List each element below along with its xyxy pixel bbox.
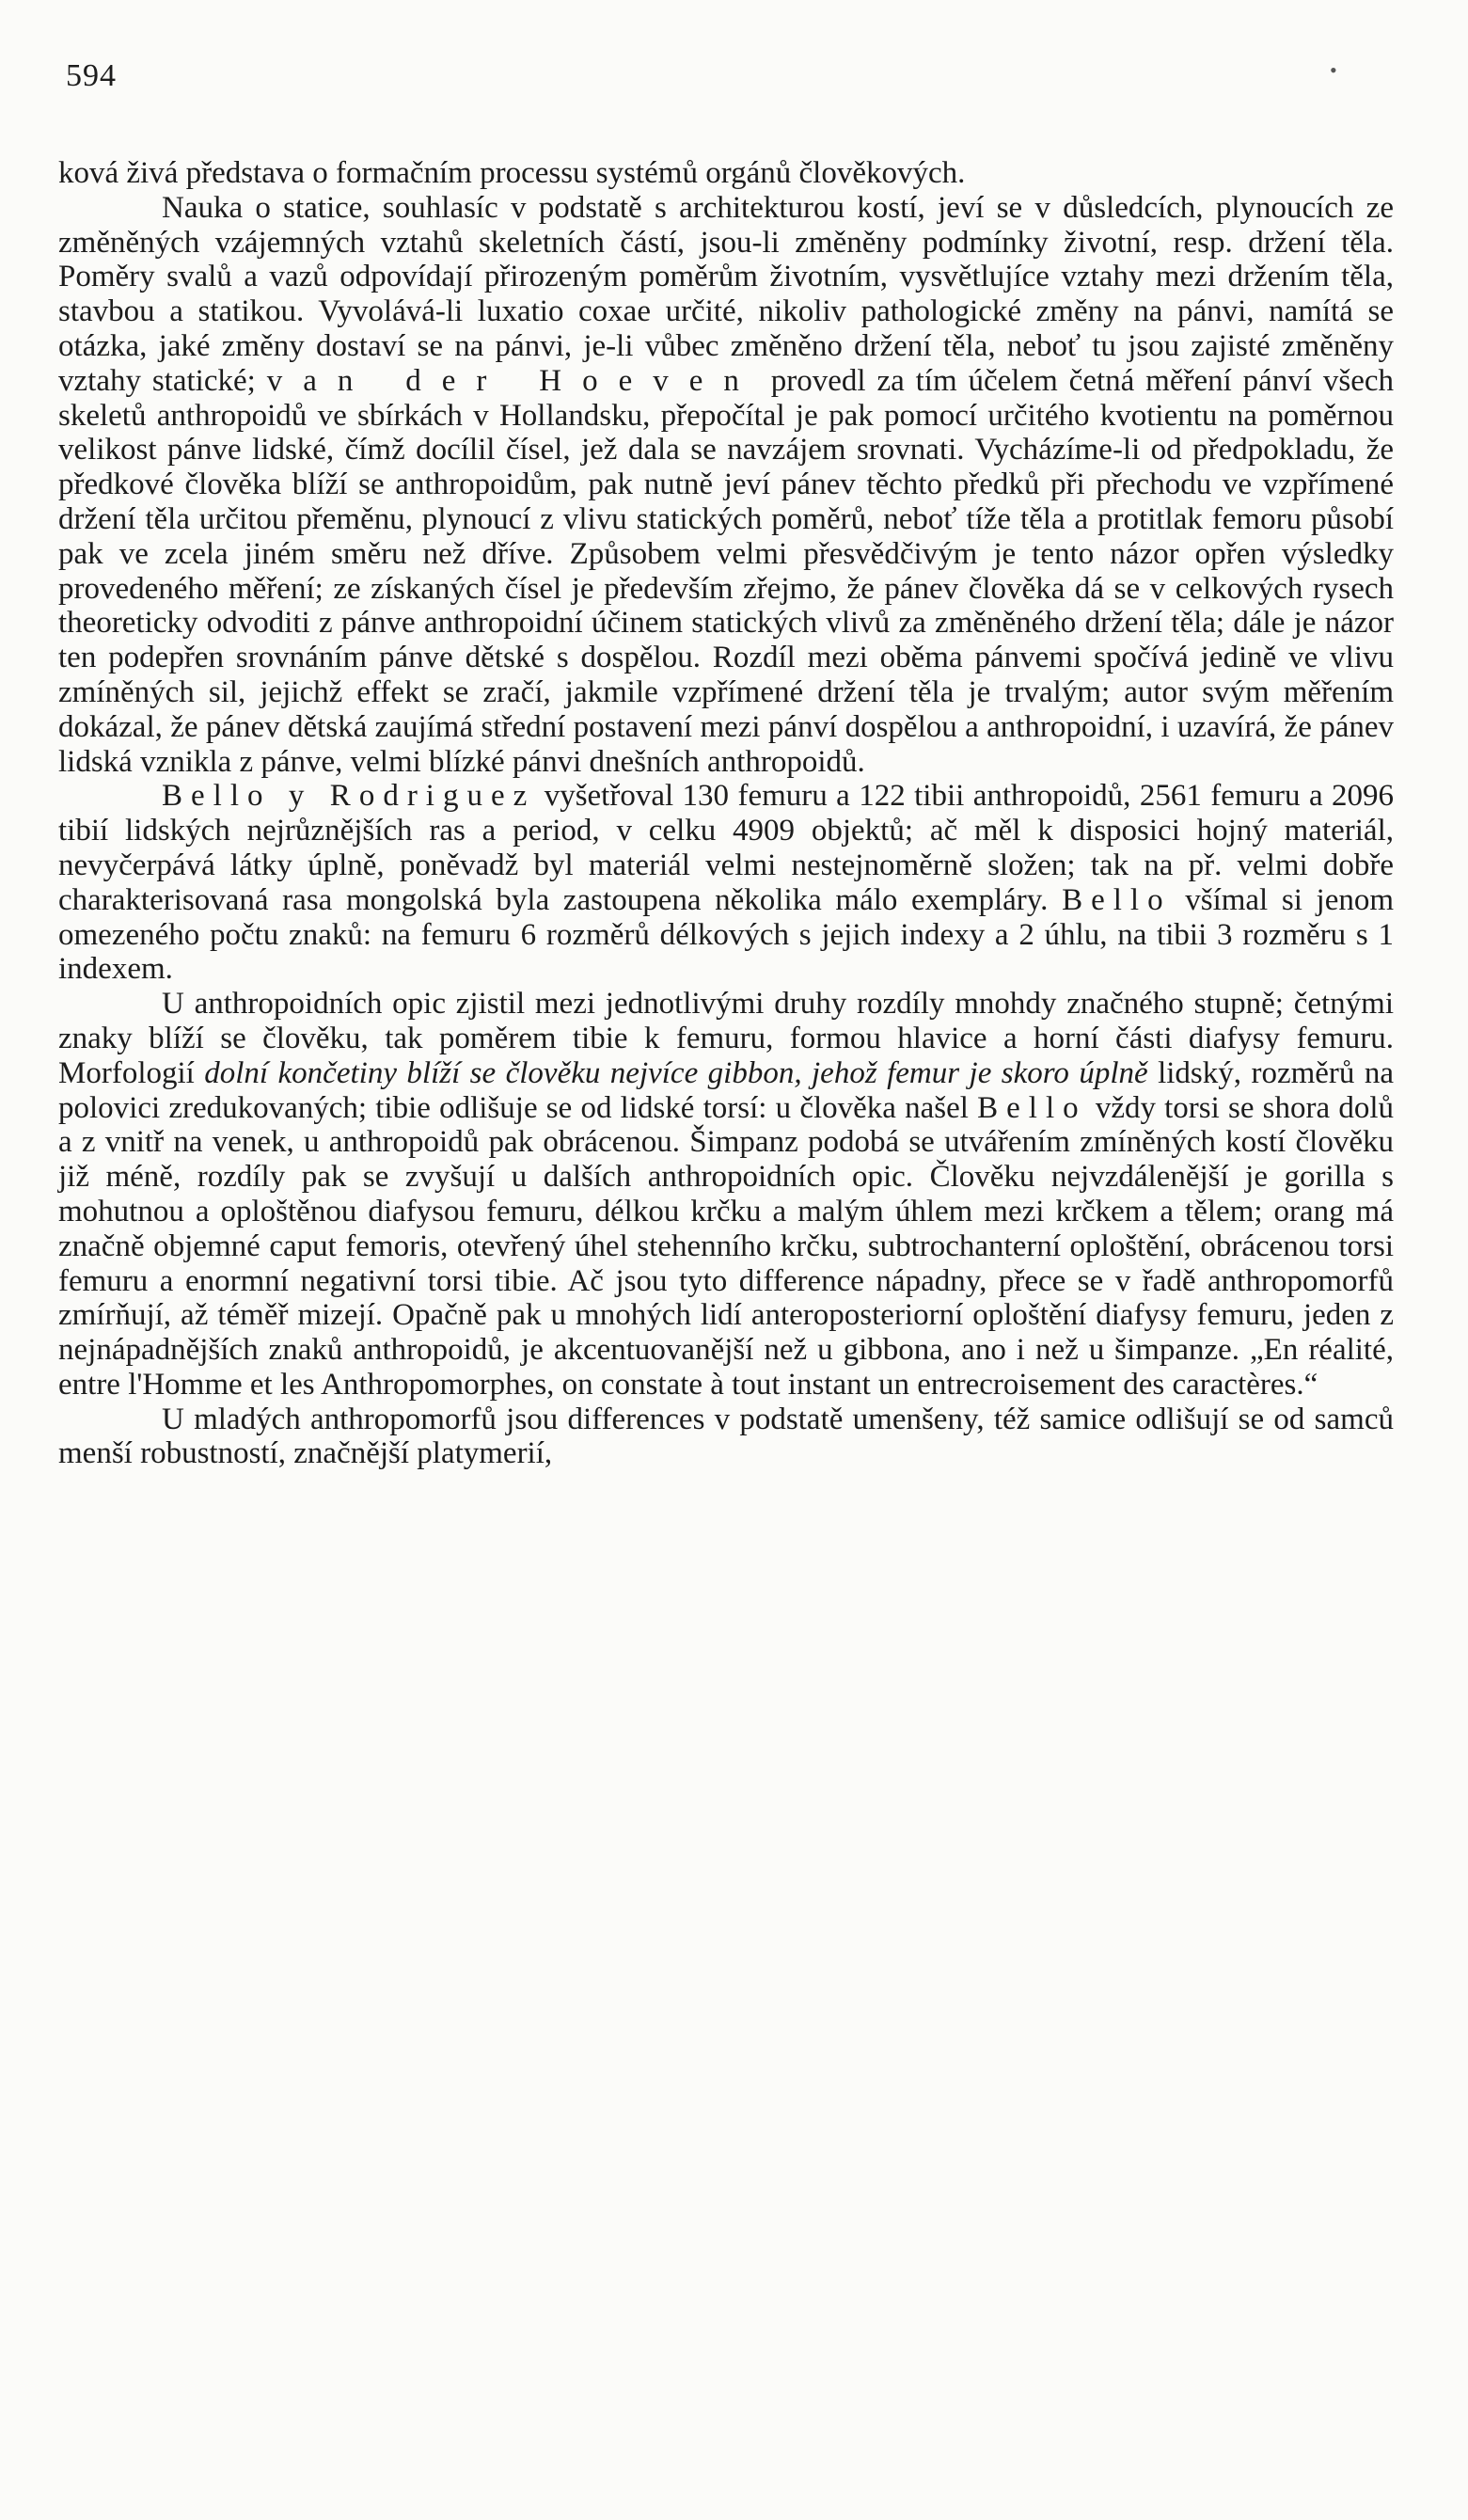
paragraph-statics <box>58 191 1394 780</box>
paragraph-text: všímal si jenom omezeného počtu znaků: na femuru 6 rozměrů délkových s jejich indexy a 2 úhlu, na tibii 3 rozměru s 1 indexem. <box>58 882 1395 987</box>
paragraph-text: ková živá představa o formačním processu systémů orgánů člověkových. <box>58 156 966 190</box>
italic-phrase: dolní končetiny blíží se člověku nejvíce gibbon, jehož femur je skoro úplně <box>204 1055 1148 1090</box>
paragraph-text: U anthropoidních opic zjistil mezi jednotlivými druhy rozdíly mnohdy značného stupně; četnými znaky blíží se člověku, tak poměrem tibie k femuru, formou hlavice a horní části diafysy femuru. Morfologií <box>58 987 1394 1090</box>
margin-speck: • <box>1330 58 1337 82</box>
paragraph-continuation <box>58 156 1394 191</box>
author-name-bello: Bello <box>977 1090 1087 1125</box>
paragraph-text: vždy torsi se shora dolů a z vnitř na venek, u anthropoidů pak obrácenou. Šimpanz podobá se utvářením zmíněných kostí člověku již méně, rozdíly pak se zvyšují u dalších anthropoidních opic. Člověku nejvzdálenější je gorilla s mohutnou a oploštěnou diafysou femuru, délkou krčku a malým úhlem mezi krčkem a tělem; orang má značně objemné caput femoris, otevřený úhel stehenního krčku, subtrochanterní oploštění, obrácenou torsi femuru a enormní negativní torsi tibie. Ač jsou tyto difference nápadny, přece se v řadě anthropomorfů zmírňují, až téměř mizejí. Opačně pak u mnohých lidí anteroposteriorní oploštění diafysy femuru, jeden z nejnápadnějších znaků anthropoidů, je akcentuovanější než u gibbona, ano i než u šimpanze. „En réalité, entre l'Homme et les Anthropomorphes, on constate à tout instant un entrecroisement des caractères.“ <box>58 1090 1394 1402</box>
author-name-bello: Bello <box>1062 882 1172 917</box>
paragraph-text: lidský, rozměrů na polovici zredukovaných; tibie odlišuje se od lidské torsí: u člověka našel <box>58 1055 1394 1125</box>
page-number: 594 <box>66 58 117 93</box>
paragraph-text: vyšetřoval 130 femuru a 122 tibii anthropoidů, 2561 femuru a 2096 tibií lidských nejrůznějších ras a period, v celku 4909 objektů; ač měl k disposici hojný materiál, nevyčerpává látky úplně, poněvadž byl materiál velmi nestejnoměrně složen; tak na př. velmi dobře charakterisovaná rasa mongolská byla zastoupena několika málo exempláry. <box>58 779 1394 917</box>
paragraph-young-anthropomorphs <box>58 1403 1394 1472</box>
author-name-van-der-hoeven: van der Hoeven <box>266 363 760 398</box>
body-text <box>58 156 1394 1471</box>
paragraph-bello <box>58 779 1394 987</box>
paragraph-text: Nauka o statice, souhlasíc v podstatě s architekturou kostí, jeví se v důsledcích, plynoucích ze změněných vzájemných vztahů skeletních částí, jsou-li změněny podmínky životní, resp. držení těla. Poměry svalů a vazů odpovídají přirozeným poměrům životním, vysvětlujíce vztahy mezi držením těla, stavbou a statikou. Vyvolává-li luxatio coxae určité, nikoliv pathologické změny na pánvi, namítá se otázka, jaké změny dostaví se na pánvi, je-li vůbec změněno držení těla, neboť tu jsou zajisté změněny vztahy statické; <box>58 190 1394 398</box>
paragraph-text: provedl za tím účelem četná měření pánví všech skeletů anthropoidů ve sbírkách v Hollandsku, přepočítal je pak pomocí určitého kvotientu na poměrnou velikost pánve lidské, čímž docílil čísel, jež dala se navzájem srovnati. Vycházíme-li od předpokladu, že předkové člověka blíží se anthropoidům, pak nutně jeví pánev těchto předků při přechodu ve vzpřímené držení těla určitou přeměnu, plynoucí z vlivu statických poměrů, neboť tíže těla a protitlak femoru působí pak ve zcela jiném směru než dříve. Způsobem velmi přesvědčivým je tento názor opřen výsledky provedeného měření; ze získaných čísel je především zřejmo, že pánev člověka dá se v celkových rysech theoreticky odvoditi z pánve anthropoidní účinem statických vlivů za změněného držení těla; dále je názor ten podepřen srovnáním pánve dětské s dospělou. Rozdíl mezi oběma pánvemi spočívá jedině ve vlivu zmíněných sil, jejichž effekt se zračí, jakmile vzpřímené držení těla je trvalým; autor svým měřením dokázal, že pánev dětská zaujímá střední postavení mezi pánví dospělou a anthropoidní, i uzavírá, že pánev lidská vznikla z pánve, velmi blízké pánvi dnešních anthropoidů. <box>58 363 1394 779</box>
author-name-bello-y-rodriguez: Bello y Rodriguez <box>162 779 536 814</box>
paragraph-anthropoids <box>58 987 1394 1403</box>
paragraph-text: U mladých anthropomorfů jsou differences v podstatě umenšeny, též samice odlišují se od samců menší robustností, značnější platymerií, <box>58 1402 1394 1471</box>
